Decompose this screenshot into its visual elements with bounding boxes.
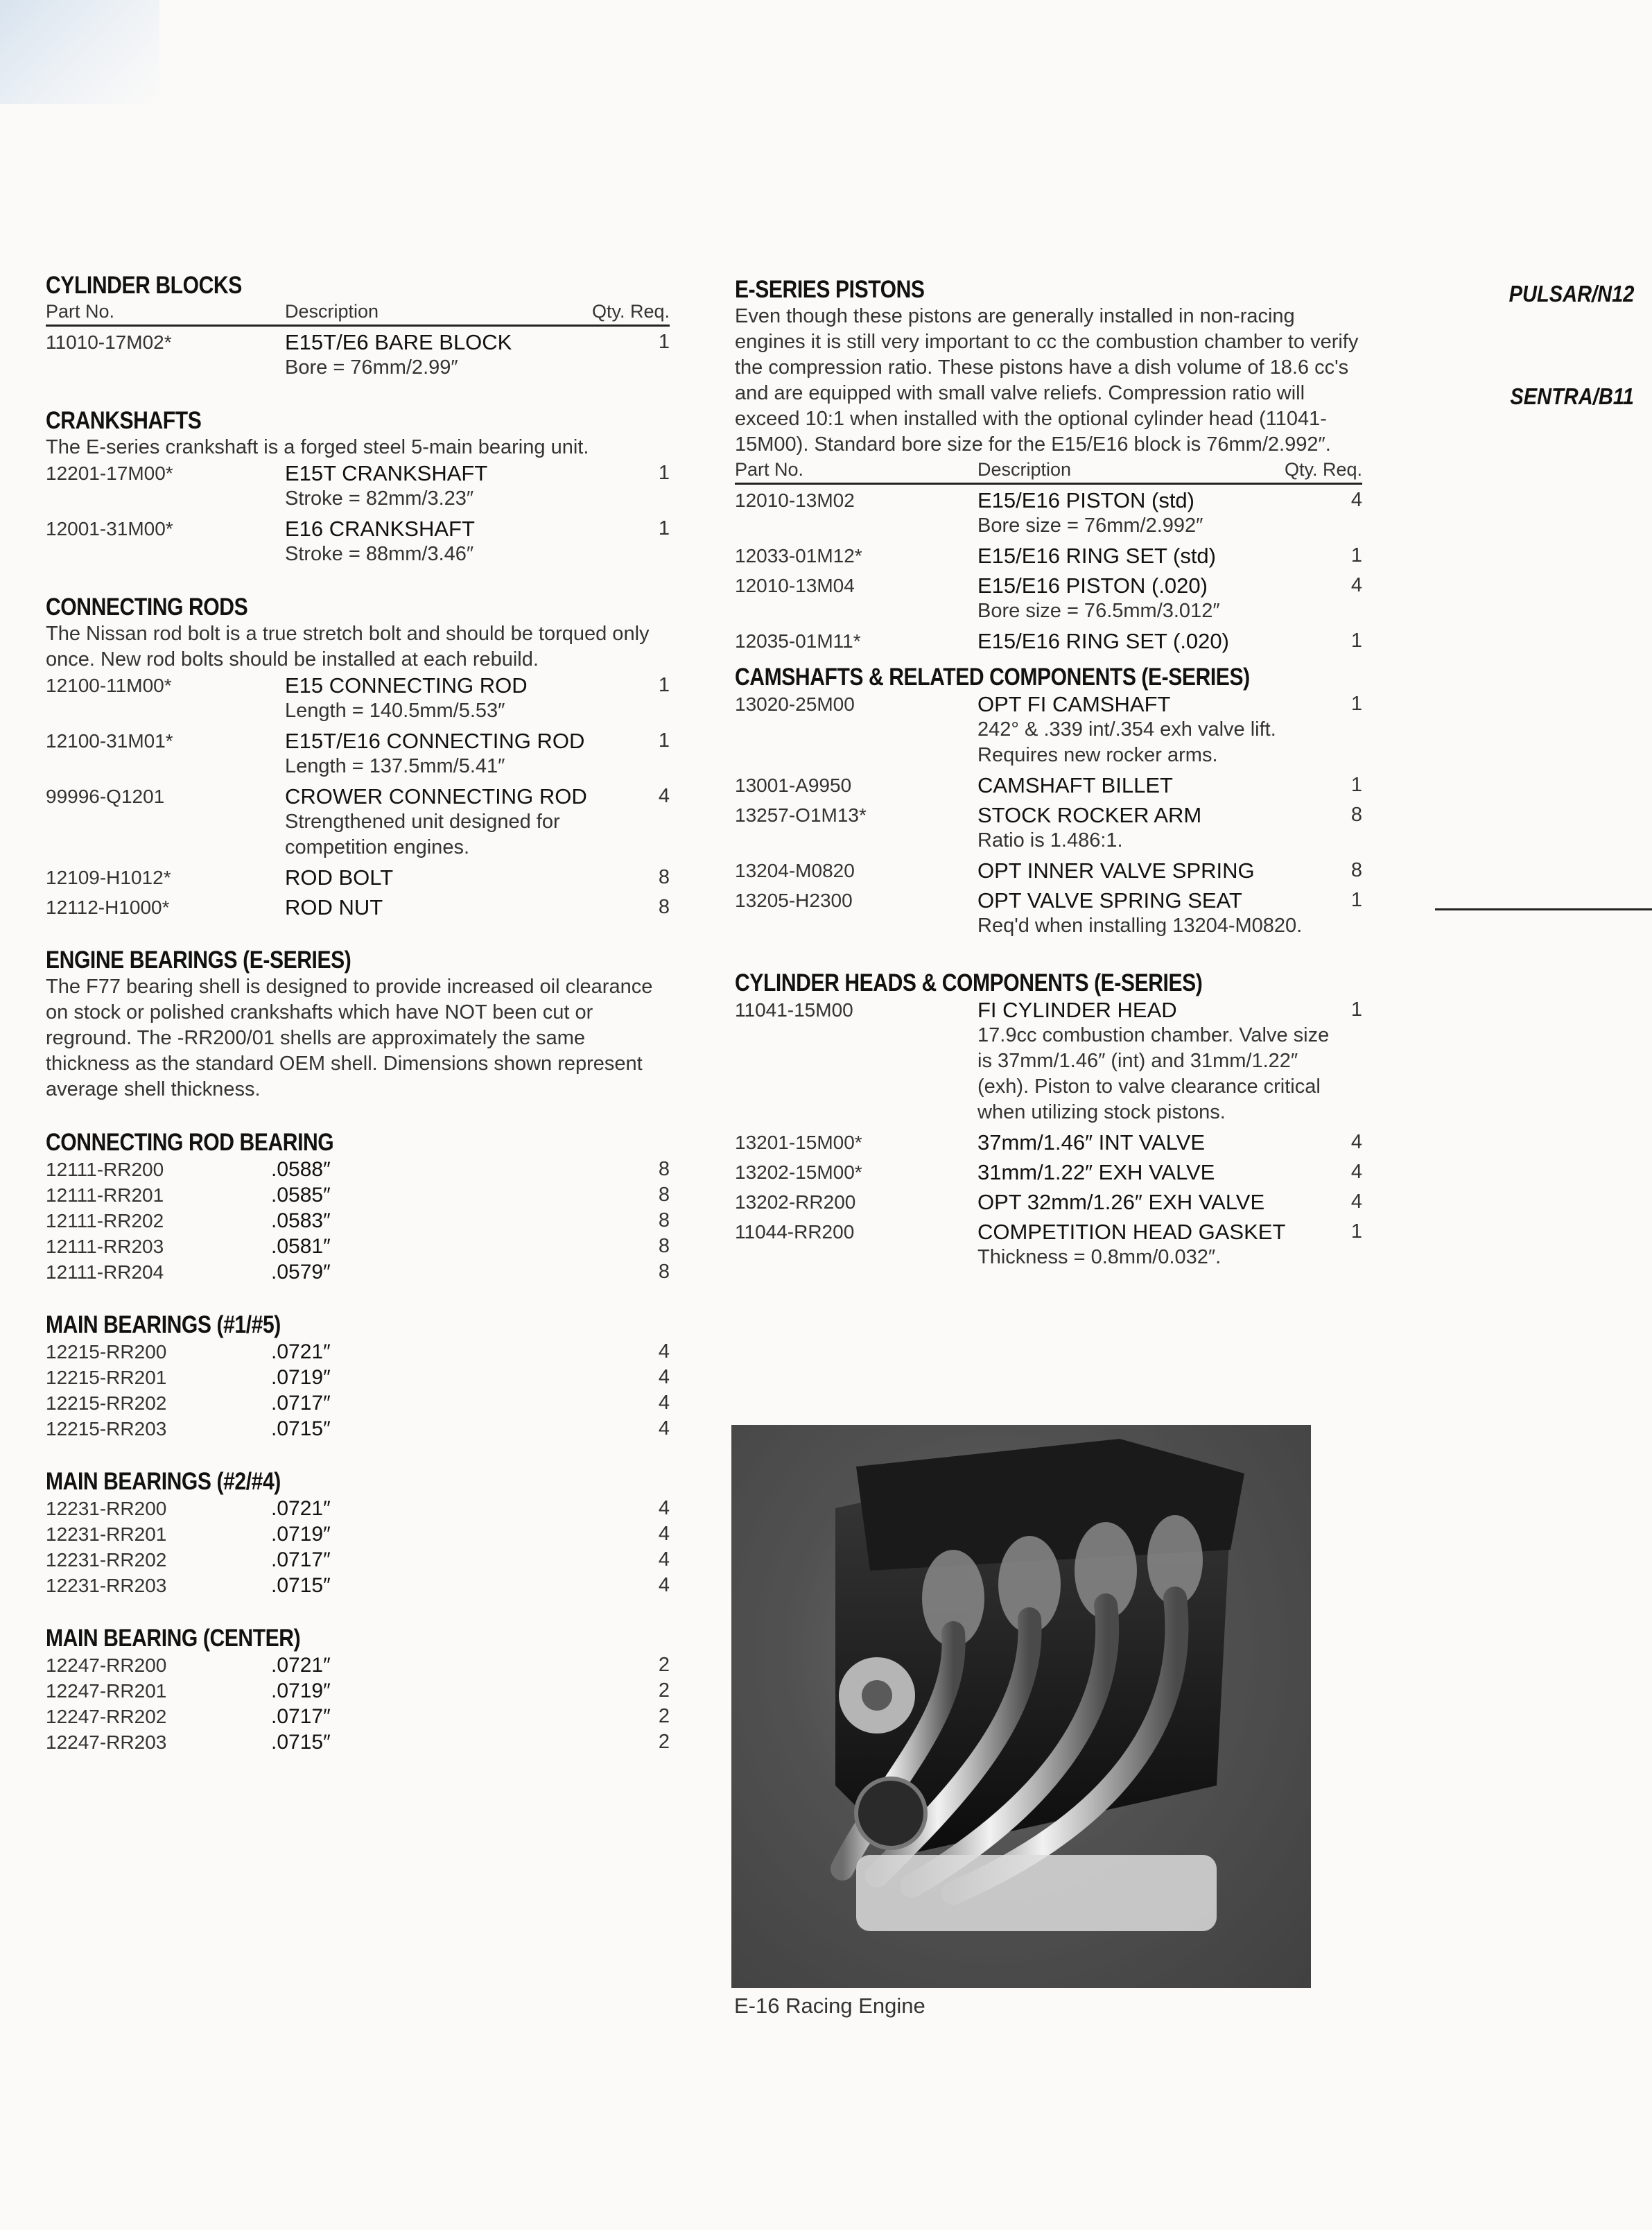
part-number: 13202-15M00* bbox=[735, 1161, 862, 1183]
description-main: CAMSHAFT BILLET bbox=[977, 773, 1173, 797]
description-note: Stroke = 88mm/3.46″ bbox=[285, 543, 474, 565]
description bbox=[271, 1157, 635, 1182]
description bbox=[977, 1219, 1338, 1270]
description-main: E15/E16 PISTON (std) bbox=[977, 488, 1194, 512]
main-bearings-15-rows bbox=[46, 1339, 670, 1442]
description-note: Length = 140.5mm/5.53″ bbox=[285, 700, 505, 722]
photo-caption: E-16 Racing Engine bbox=[734, 1994, 925, 2018]
description bbox=[271, 1365, 635, 1390]
description-main: E15T/E6 BARE BLOCK bbox=[285, 330, 512, 354]
quantity: 4 bbox=[1350, 1161, 1362, 1183]
part-number: 11010-17M02* bbox=[46, 331, 172, 353]
description-note: 17.9cc combustion chamber. Valve size is 37mm/1.46″ (int) and 31mm/1.22″ (exh). Piston to valve clearance critical when utilizing stock pistons. bbox=[977, 1024, 1330, 1123]
quantity: 2 bbox=[658, 1731, 670, 1753]
part-number: 12215-RR203 bbox=[46, 1418, 167, 1440]
description bbox=[271, 1521, 635, 1547]
description-main: E15/E16 RING SET (std) bbox=[977, 544, 1216, 568]
quantity: 4 bbox=[1350, 1131, 1362, 1153]
description bbox=[271, 1547, 635, 1573]
description bbox=[271, 1339, 635, 1365]
part-number: 12111-RR200 bbox=[46, 1159, 164, 1180]
quantity: 2 bbox=[658, 1705, 670, 1727]
quantity: 1 bbox=[658, 517, 670, 539]
description-main: ROD NUT bbox=[285, 895, 383, 919]
cylinder-heads-rows bbox=[735, 997, 1362, 1270]
connecting-rod-bearing-heading: CONNECTING ROD BEARING bbox=[46, 1129, 334, 1156]
table-row bbox=[46, 1339, 670, 1365]
description-note: Stroke = 82mm/3.23″ bbox=[285, 487, 474, 510]
part-number: 12247-RR201 bbox=[46, 1680, 167, 1702]
table-row bbox=[46, 516, 670, 567]
part-number: 12112-H1000* bbox=[46, 897, 170, 918]
table-row bbox=[46, 1704, 670, 1729]
camshafts-heading: CAMSHAFTS & RELATED COMPONENTS (E-SERIES) bbox=[735, 664, 1250, 691]
crankshafts-rows bbox=[46, 460, 670, 567]
description-note: Thickness = 0.8mm/0.032″. bbox=[977, 1246, 1221, 1268]
part-number: 12231-RR201 bbox=[46, 1523, 167, 1545]
quantity: 8 bbox=[1350, 859, 1362, 881]
part-number: 12215-RR201 bbox=[46, 1367, 167, 1388]
table-row bbox=[46, 894, 670, 920]
crankshafts-intro: The E-series crankshaft is a forged steel 5-main bearing unit. bbox=[46, 436, 589, 458]
description bbox=[977, 628, 1338, 654]
description-note: Length = 137.5mm/5.41″ bbox=[285, 755, 505, 777]
description bbox=[285, 784, 635, 861]
description-main: E15 CONNECTING ROD bbox=[285, 673, 528, 698]
quantity: 4 bbox=[1350, 1191, 1362, 1213]
col-qty-label: Qty. Req. bbox=[1284, 459, 1362, 480]
description-main: .0581″ bbox=[271, 1235, 331, 1258]
table-row bbox=[46, 460, 670, 512]
main-bearings-24-rows bbox=[46, 1496, 670, 1598]
pistons-heading: E-SERIES PISTONS bbox=[735, 276, 925, 303]
description-main: OPT VALVE SPRING SEAT bbox=[977, 888, 1242, 913]
description bbox=[977, 1159, 1338, 1185]
part-number: 13001-A9950 bbox=[735, 775, 852, 796]
description-main: OPT 32mm/1.26″ EXH VALVE bbox=[977, 1190, 1265, 1214]
table-row bbox=[46, 1521, 670, 1547]
table-row bbox=[46, 1234, 670, 1259]
part-number: 12010-13M02 bbox=[735, 490, 855, 511]
table-row bbox=[46, 728, 670, 779]
quantity: 1 bbox=[1350, 774, 1362, 796]
quantity: 1 bbox=[1350, 889, 1362, 911]
description-main: CROWER CONNECTING ROD bbox=[285, 784, 587, 809]
scan-tint bbox=[0, 0, 159, 104]
part-number: 13204-M0820 bbox=[735, 860, 855, 881]
description bbox=[977, 543, 1338, 569]
quantity: 1 bbox=[658, 331, 670, 353]
col-part-label: Part No. bbox=[46, 301, 115, 322]
part-number: 12247-RR200 bbox=[46, 1654, 167, 1676]
part-number: 12215-RR200 bbox=[46, 1341, 167, 1363]
quantity: 4 bbox=[658, 1392, 670, 1414]
part-number: 12100-31M01* bbox=[46, 730, 173, 752]
table-row bbox=[46, 1259, 670, 1285]
quantity: 4 bbox=[658, 1523, 670, 1545]
description-main: .0583″ bbox=[271, 1209, 331, 1232]
part-number: 12247-RR203 bbox=[46, 1731, 167, 1753]
description-note: Bore size = 76.5mm/3.012″ bbox=[977, 600, 1220, 622]
quantity: 1 bbox=[658, 674, 670, 696]
description-main: E15T CRANKSHAFT bbox=[285, 461, 488, 485]
quantity: 4 bbox=[658, 1340, 670, 1363]
connecting-rods-rows bbox=[46, 673, 670, 920]
description-main: .0715″ bbox=[271, 1417, 331, 1440]
table-row bbox=[46, 1547, 670, 1573]
part-number: 12231-RR200 bbox=[46, 1498, 167, 1519]
description-main: .0715″ bbox=[271, 1731, 331, 1754]
table-row bbox=[735, 691, 1362, 768]
left-column bbox=[46, 272, 670, 1755]
description bbox=[285, 329, 635, 381]
description-main: E15T/E16 CONNECTING ROD bbox=[285, 729, 585, 753]
part-number: 13201-15M00* bbox=[735, 1132, 862, 1153]
part-number: 11041-15M00 bbox=[735, 999, 853, 1021]
description bbox=[285, 460, 635, 512]
description-main: .0719″ bbox=[271, 1523, 331, 1546]
table-row bbox=[735, 1189, 1362, 1215]
description-note: Ratio is 1.486:1. bbox=[977, 829, 1123, 852]
connecting-rod-bearing-rows bbox=[46, 1157, 670, 1285]
description bbox=[285, 516, 635, 567]
col-desc-label: Description bbox=[977, 459, 1072, 480]
right-column bbox=[735, 276, 1362, 1270]
part-number: 12035-01M11* bbox=[735, 630, 861, 652]
part-number: 12111-RR203 bbox=[46, 1236, 164, 1257]
part-number: 13202-RR200 bbox=[735, 1191, 856, 1213]
description-note: Bore size = 76mm/2.992″ bbox=[977, 515, 1203, 537]
cylinder-blocks-heading: CYLINDER BLOCKS bbox=[46, 272, 242, 299]
table-row bbox=[735, 1219, 1362, 1270]
table-row bbox=[46, 1573, 670, 1598]
crankshafts-heading: CRANKSHAFTS bbox=[46, 407, 202, 434]
table-row bbox=[735, 487, 1362, 539]
part-number: 13205-H2300 bbox=[735, 890, 853, 911]
quantity: 8 bbox=[658, 1209, 670, 1231]
description-note: Bore = 76mm/2.99″ bbox=[285, 356, 458, 379]
description bbox=[977, 573, 1338, 624]
table-row bbox=[46, 1365, 670, 1390]
table-row bbox=[46, 865, 670, 890]
description bbox=[271, 1208, 635, 1234]
column-header bbox=[46, 300, 670, 327]
quantity: 8 bbox=[658, 1184, 670, 1206]
description bbox=[977, 997, 1338, 1125]
table-row bbox=[46, 1678, 670, 1704]
table-row bbox=[735, 888, 1362, 939]
table-row bbox=[46, 1208, 670, 1234]
col-desc-label: Description bbox=[285, 301, 379, 322]
part-number: 12111-RR204 bbox=[46, 1261, 164, 1283]
quantity: 4 bbox=[658, 1497, 670, 1519]
quantity: 8 bbox=[1350, 804, 1362, 826]
description-main: STOCK ROCKER ARM bbox=[977, 803, 1202, 827]
table-row bbox=[735, 997, 1362, 1125]
part-number: 12001-31M00* bbox=[46, 518, 173, 539]
part-number: 12201-17M00* bbox=[46, 463, 173, 484]
description-main: ROD BOLT bbox=[285, 865, 394, 890]
description bbox=[977, 1130, 1338, 1155]
side-label-sentra: SENTRA/B11 bbox=[1510, 383, 1634, 409]
quantity: 1 bbox=[1350, 544, 1362, 567]
table-row bbox=[735, 1130, 1362, 1155]
table-row bbox=[735, 772, 1362, 798]
pistons-rows bbox=[735, 487, 1362, 654]
main-bearing-center-rows bbox=[46, 1652, 670, 1755]
description-main: .0719″ bbox=[271, 1679, 331, 1702]
connecting-rods-heading: CONNECTING RODS bbox=[46, 594, 248, 621]
quantity: 4 bbox=[1350, 574, 1362, 596]
table-row bbox=[735, 628, 1362, 654]
description-main: OPT INNER VALVE SPRING bbox=[977, 858, 1255, 883]
part-number: 12111-RR201 bbox=[46, 1184, 164, 1206]
quantity: 1 bbox=[1350, 693, 1362, 715]
table-row bbox=[46, 1496, 670, 1521]
table-row bbox=[46, 1652, 670, 1678]
description-main: E16 CRANKSHAFT bbox=[285, 517, 475, 541]
table-row bbox=[46, 1390, 670, 1416]
pistons-intro: Even though these pistons are generally installed in non-racing engines it is still very important to cc the combustion chamber to verify the compression ratio. These pistons have a dish volume of 18.6 cc's and are equipped with small valve reliefs. Compression ratio will exceed 10:1 when installed with the optional cylinder head (11041-15M00). Standard bore size for the E15/E16 block is 76mm/2.992″. bbox=[735, 305, 1359, 456]
description-main: .0585″ bbox=[271, 1184, 331, 1207]
description bbox=[271, 1416, 635, 1442]
part-number: 12109-H1012* bbox=[46, 867, 171, 888]
side-rule bbox=[1435, 908, 1652, 910]
description bbox=[271, 1704, 635, 1729]
table-row bbox=[46, 1416, 670, 1442]
table-row bbox=[735, 543, 1362, 569]
table-row bbox=[735, 858, 1362, 883]
camshafts-rows bbox=[735, 691, 1362, 939]
description bbox=[271, 1652, 635, 1678]
part-number: 11044-RR200 bbox=[735, 1221, 855, 1243]
table-row bbox=[46, 1729, 670, 1755]
quantity: 1 bbox=[1350, 999, 1362, 1021]
quantity: 8 bbox=[658, 1261, 670, 1283]
part-number: 99996-Q1201 bbox=[46, 786, 165, 807]
description bbox=[977, 1189, 1338, 1215]
table-row bbox=[735, 573, 1362, 624]
description-main: .0721″ bbox=[271, 1497, 331, 1520]
quantity: 2 bbox=[658, 1654, 670, 1676]
description-main: E15/E16 PISTON (.020) bbox=[977, 573, 1208, 598]
quantity: 1 bbox=[1350, 630, 1362, 652]
main-bearings-15-heading: MAIN BEARINGS (#1/#5) bbox=[46, 1311, 281, 1338]
description-main: .0717″ bbox=[271, 1548, 331, 1571]
engine-photo bbox=[731, 1425, 1311, 1988]
quantity: 8 bbox=[658, 866, 670, 888]
description-note: Strengthened unit designed for competition engines. bbox=[285, 811, 560, 858]
quantity: 4 bbox=[658, 785, 670, 807]
description-note: Req'd when installing 13204-M0820. bbox=[977, 915, 1303, 937]
description-main: COMPETITION HEAD GASKET bbox=[977, 1220, 1286, 1244]
quantity: 8 bbox=[658, 896, 670, 918]
table-row bbox=[735, 1159, 1362, 1185]
main-bearings-24-heading: MAIN BEARINGS (#2/#4) bbox=[46, 1468, 281, 1495]
part-number: 12010-13M04 bbox=[735, 575, 855, 596]
description bbox=[271, 1678, 635, 1704]
description bbox=[977, 888, 1338, 939]
description-main: .0579″ bbox=[271, 1261, 331, 1283]
quantity: 1 bbox=[1350, 1220, 1362, 1243]
quantity: 4 bbox=[658, 1366, 670, 1388]
part-number: 12100-11M00* bbox=[46, 675, 172, 696]
description bbox=[285, 894, 635, 920]
engine-bearings-heading: ENGINE BEARINGS (E-SERIES) bbox=[46, 947, 351, 974]
quantity: 8 bbox=[658, 1235, 670, 1257]
description-note: 242° & .339 int/.354 exh valve lift. Requires new rocker arms. bbox=[977, 718, 1276, 766]
table-row bbox=[46, 329, 670, 381]
description bbox=[271, 1259, 635, 1285]
description-main: E15/E16 RING SET (.020) bbox=[977, 629, 1229, 653]
column-header bbox=[735, 458, 1362, 485]
description bbox=[977, 772, 1338, 798]
description-main: .0588″ bbox=[271, 1158, 331, 1181]
quantity: 4 bbox=[1350, 489, 1362, 511]
description bbox=[271, 1573, 635, 1598]
table-row bbox=[46, 673, 670, 724]
description bbox=[285, 865, 635, 890]
description bbox=[271, 1729, 635, 1755]
description bbox=[977, 487, 1338, 539]
description bbox=[977, 691, 1338, 768]
description-main: .0717″ bbox=[271, 1705, 331, 1728]
quantity: 8 bbox=[658, 1158, 670, 1180]
table-row bbox=[46, 784, 670, 861]
description bbox=[977, 802, 1338, 854]
part-number: 12231-RR202 bbox=[46, 1549, 167, 1571]
table-row bbox=[46, 1157, 670, 1182]
engine-bearings-intro: The F77 bearing shell is designed to provide increased oil clearance on stock or polished crankshafts which have NOT been cut or reground. The -RR200/01 shells are approximately the same thickness as the standard OEM shell. Dimensions shown represent average shell thickness. bbox=[46, 976, 653, 1100]
part-number: 12215-RR202 bbox=[46, 1392, 167, 1414]
description bbox=[285, 728, 635, 779]
description bbox=[271, 1496, 635, 1521]
cylinder-heads-heading: CYLINDER HEADS & COMPONENTS (E-SERIES) bbox=[735, 969, 1203, 996]
description-main: FI CYLINDER HEAD bbox=[977, 998, 1177, 1022]
description-main: 31mm/1.22″ EXH VALVE bbox=[977, 1160, 1215, 1184]
description-main: .0715″ bbox=[271, 1574, 331, 1597]
description-main: 37mm/1.46″ INT VALVE bbox=[977, 1130, 1205, 1155]
description-main: .0721″ bbox=[271, 1340, 331, 1363]
description-main: .0721″ bbox=[271, 1654, 331, 1677]
quantity: 4 bbox=[658, 1417, 670, 1440]
quantity: 4 bbox=[658, 1548, 670, 1571]
description bbox=[271, 1234, 635, 1259]
quantity: 4 bbox=[658, 1574, 670, 1596]
part-number: 12231-RR203 bbox=[46, 1575, 167, 1596]
description bbox=[285, 673, 635, 724]
part-number: 12247-RR202 bbox=[46, 1706, 167, 1727]
description-main: .0717″ bbox=[271, 1392, 331, 1415]
description-main: .0719″ bbox=[271, 1366, 331, 1389]
quantity: 2 bbox=[658, 1679, 670, 1702]
col-part-label: Part No. bbox=[735, 459, 804, 480]
quantity: 1 bbox=[658, 729, 670, 752]
description bbox=[271, 1390, 635, 1416]
description bbox=[271, 1182, 635, 1208]
connecting-rods-intro: The Nissan rod bolt is a true stretch bolt and should be torqued only once. New rod bolts should be installed at each rebuild. bbox=[46, 623, 650, 671]
side-label-pulsar: PULSAR/N12 bbox=[1508, 281, 1634, 306]
part-number: 13257-O1M13* bbox=[735, 804, 867, 826]
description bbox=[977, 858, 1338, 883]
table-row bbox=[735, 802, 1362, 854]
part-number: 12033-01M12* bbox=[735, 545, 862, 567]
part-number: 13020-25M00 bbox=[735, 693, 855, 715]
col-qty-label: Qty. Req. bbox=[591, 301, 670, 322]
part-number: 12111-RR202 bbox=[46, 1210, 164, 1231]
table-row bbox=[46, 1182, 670, 1208]
main-bearing-center-heading: MAIN BEARING (CENTER) bbox=[46, 1625, 301, 1652]
description-main: OPT FI CAMSHAFT bbox=[977, 692, 1171, 716]
quantity: 1 bbox=[658, 462, 670, 484]
cylinder-blocks-rows bbox=[46, 329, 670, 381]
